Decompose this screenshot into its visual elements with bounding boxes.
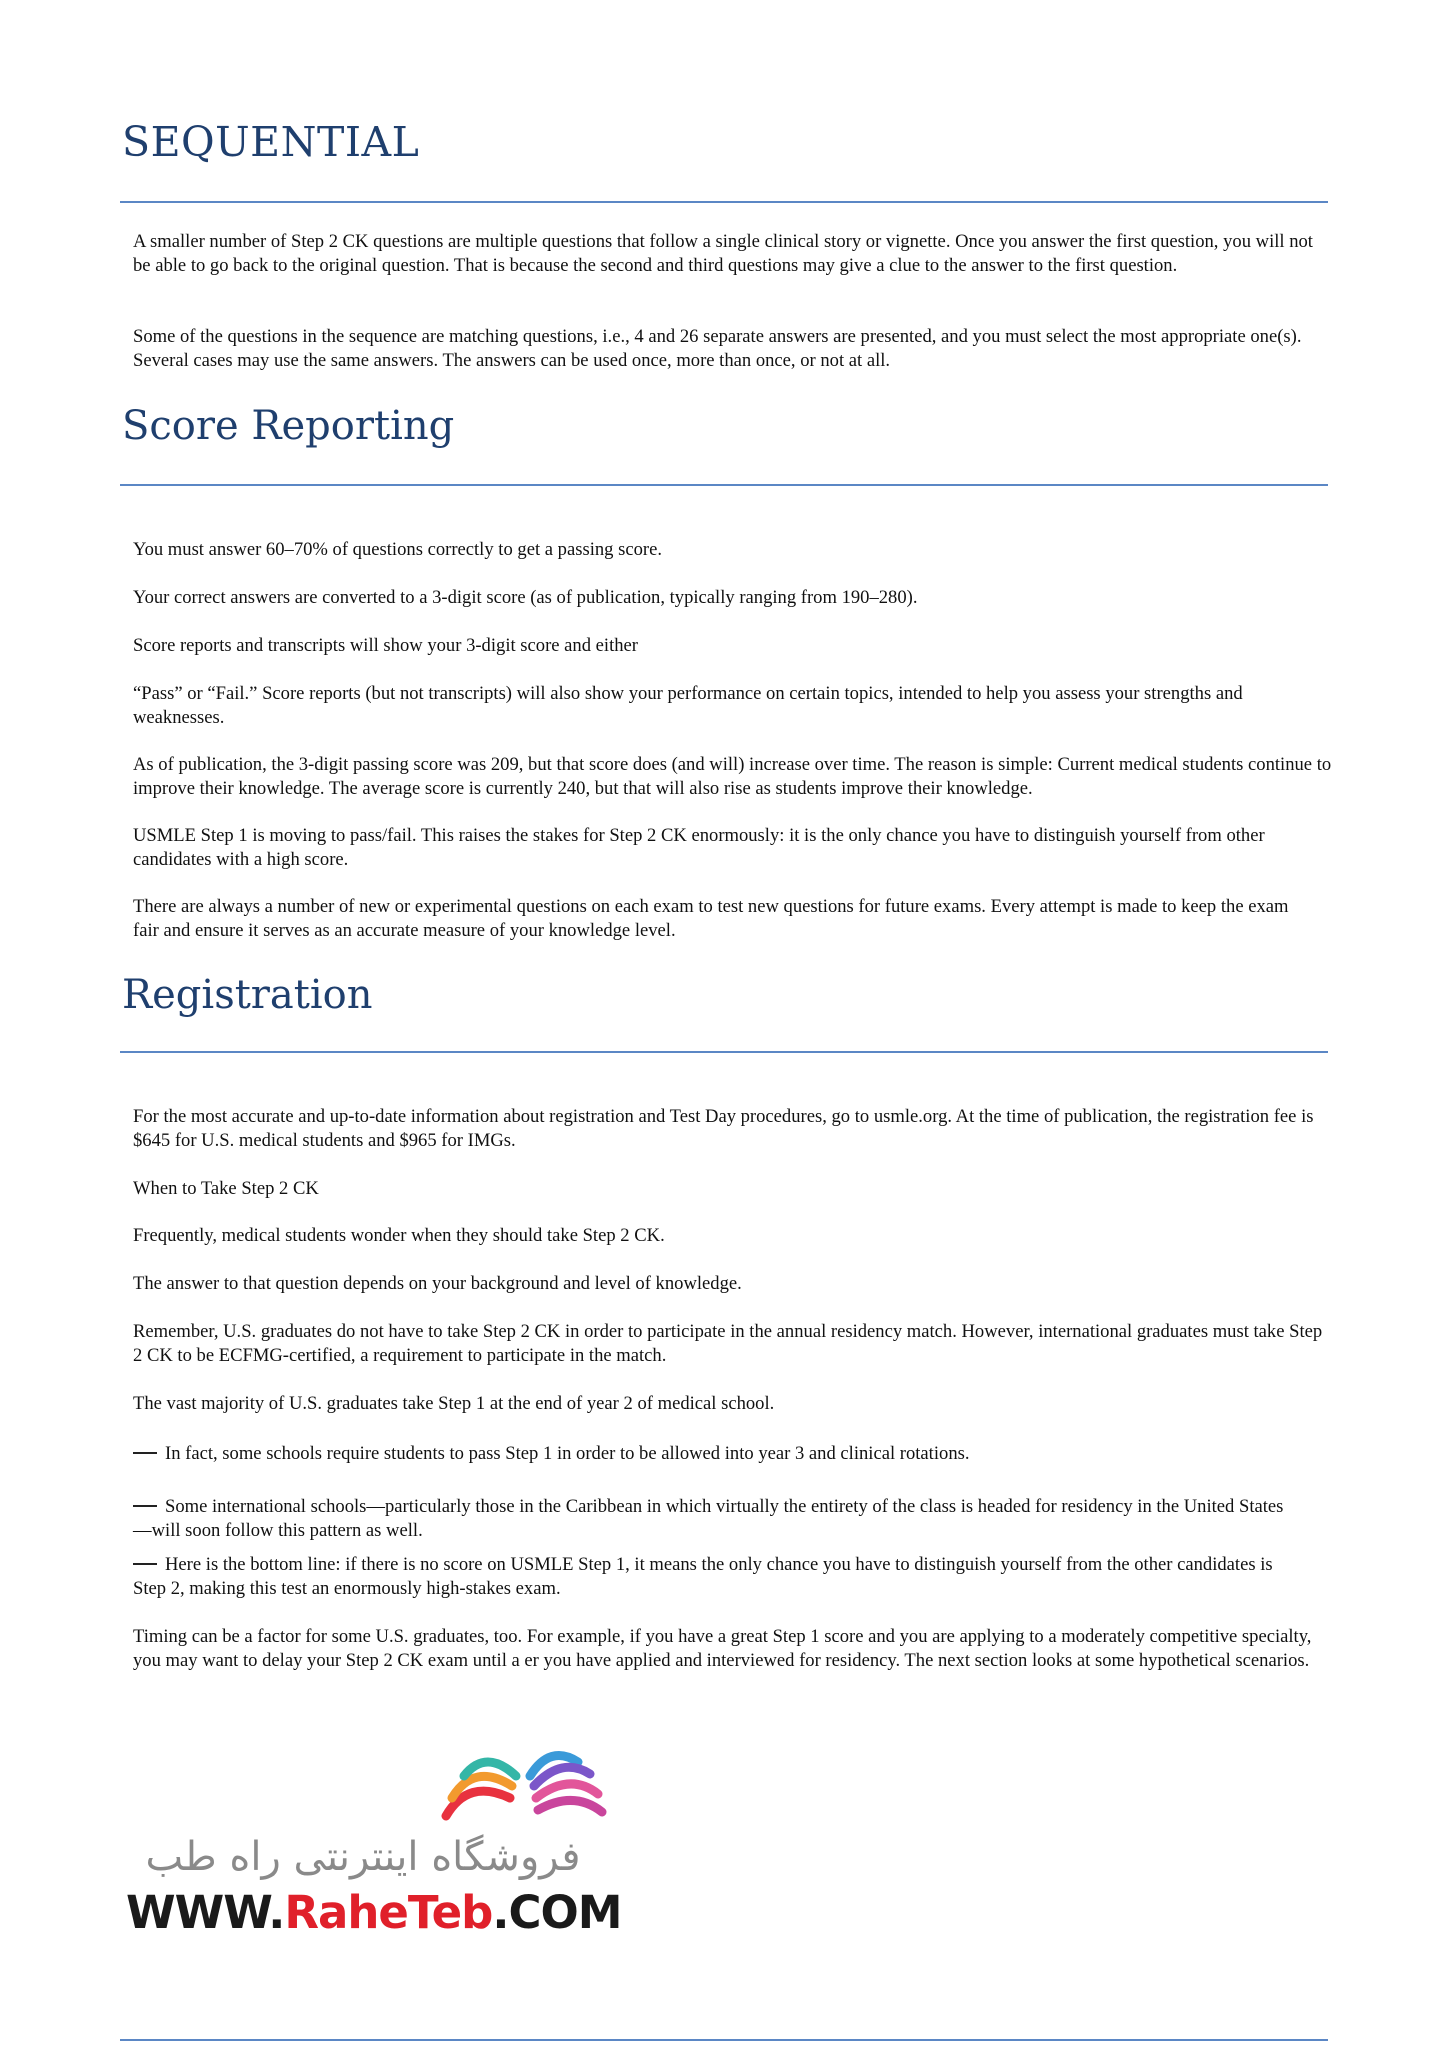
bullet-item xyxy=(133,1442,1293,1466)
paragraph: USMLE Step 1 is moving to pass/fail. This raises the stakes for Step 2 CK enormously: it is the only chance you have to distinguish yourself from other candidates with a high score. xyxy=(133,825,1265,870)
paragraph: For the most accurate and up-to-date information about registration and Test Day procedures, go to usmle.org. At the time of publication, the registration fee is $645 for U.S. medical students and $965 for IMGs. xyxy=(133,1106,1314,1151)
watermark-url xyxy=(126,1886,622,1939)
url-brand: RaheTeb xyxy=(284,1886,493,1939)
url-prefix: WWW. xyxy=(126,1886,285,1939)
bullet-item xyxy=(133,1495,1293,1543)
bullet-text: Here is the bottom line: if there is no score on USMLE Step 1, it means the only chance you have to distinguish yourself from the other candidates is Step 2, making this test an enormously high-stakes exam. xyxy=(133,1554,1273,1599)
dash-bullet-icon xyxy=(133,1505,157,1507)
section-divider xyxy=(120,484,1328,486)
bullet-text: Some international schools—particularly those in the Caribbean in which virtually the entirety of the class is headed for residency in the United States—will soon follow this pattern as well. xyxy=(133,1496,1284,1541)
paragraph: You must answer 60–70% of questions correctly to get a passing score. xyxy=(133,539,662,560)
paragraph: When to Take Step 2 CK xyxy=(133,1178,319,1199)
paragraph: A smaller number of Step 2 CK questions are multiple questions that follow a single clinical story or vignette. Once you answer the first question, you will not be able to go back to the original question. That is because the second and third questions may give a clue to the answer to the first question. xyxy=(133,231,1313,276)
paragraph: The vast majority of U.S. graduates take Step 1 at the end of year 2 of medical school. xyxy=(133,1393,775,1414)
paragraph: As of publication, the 3-digit passing score was 209, but that score does (and will) increase over time. The reason is simple: Current medical students continue to improve their knowledge. The average score is currently 240, but that will also rise as students improve their knowledge. xyxy=(133,754,1332,799)
paragraph: Your correct answers are converted to a 3-digit score (as of publication, typically ranging from 190–280). xyxy=(133,587,918,608)
section-title-sequential: SEQUENTIAL xyxy=(122,118,420,166)
dash-bullet-icon xyxy=(133,1452,157,1454)
paragraph: The answer to that question depends on your background and level of knowledge. xyxy=(133,1273,742,1294)
paragraph: Some of the questions in the sequence are matching questions, i.e., 4 and 26 separate answers are presented, and you must select the most appropriate one(s). Several cases may use the same answers. The answers can be used once, more than once, or not at all. xyxy=(133,326,1302,371)
paragraph: Timing can be a factor for some U.S. graduates, too. For example, if you have a great Step 1 score and you are applying to a moderately competitive specialty, you may want to delay your Step 2 CK exam until a er you have applied and interviewed for residency. The next section looks at some hypothetical scenarios. xyxy=(133,1626,1312,1671)
watermark-persian-text: فروشگاه اینترنتی راه طب xyxy=(145,1834,581,1880)
paragraph: “Pass” or “Fail.” Score reports (but not transcripts) will also show your performance on certain topics, intended to help you assess your strengths and weaknesses. xyxy=(133,683,1243,728)
open-book-arcs-icon xyxy=(438,1738,608,1830)
section-title-score-reporting: Score Reporting xyxy=(122,403,455,449)
paragraph: Frequently, medical students wonder when they should take Step 2 CK. xyxy=(133,1225,665,1246)
raheteb-watermark-logo xyxy=(120,1738,620,1938)
paragraph: Score reports and transcripts will show your 3-digit score and either xyxy=(133,635,639,656)
section-divider xyxy=(120,201,1328,203)
section-divider xyxy=(120,1051,1328,1053)
paragraph: Remember, U.S. graduates do not have to take Step 2 CK in order to participate in the annual residency match. However, international graduates must take Step 2 CK to be ECFMG-certified, a requirement to participate in the match. xyxy=(133,1321,1323,1366)
section-title-registration: Registration xyxy=(122,972,373,1018)
bullet-item xyxy=(133,1553,1293,1601)
dash-bullet-icon xyxy=(133,1563,157,1565)
footer-divider xyxy=(120,2039,1328,2041)
bullet-text: In fact, some schools require students to pass Step 1 in order to be allowed into year 3 and clinical rotations. xyxy=(165,1443,970,1464)
url-suffix: .COM xyxy=(492,1886,622,1939)
paragraph: There are always a number of new or experimental questions on each exam to test new questions for future exams. Every attempt is made to keep the exam fair and ensure it serves as an accurate measure of your knowledge level. xyxy=(133,896,1289,941)
